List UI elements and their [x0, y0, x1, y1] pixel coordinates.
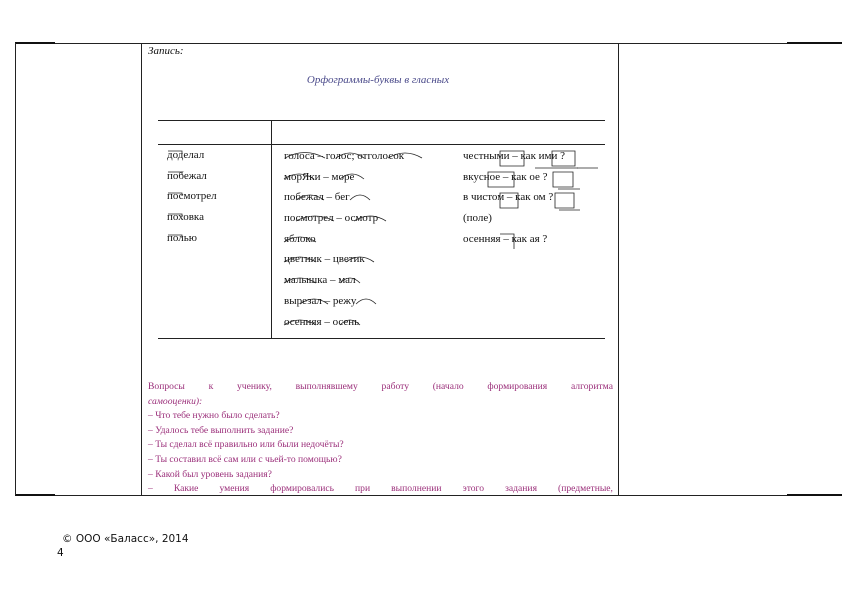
table-left-border [15, 43, 16, 495]
intro-word: ученику, [236, 381, 272, 392]
questions-intro-line [148, 380, 613, 395]
question-item: – Какой был уровень задания? [148, 468, 272, 480]
question-word: задания [505, 483, 537, 495]
ending-check: осенняя – как ая ? [463, 232, 548, 245]
word-pair: цветник – цветик [284, 253, 365, 266]
question-word: – [148, 483, 153, 495]
intro-word: (начало [432, 381, 464, 392]
intro-word: Вопросы [148, 381, 185, 392]
word-pair: посмотрел – осмотр [284, 212, 379, 225]
word-pair: морЯки – море [284, 170, 355, 183]
word-item: полью [167, 231, 197, 244]
ending-check: (поле) [463, 212, 492, 225]
inner-table-col-divider [271, 120, 272, 338]
ending-check: честными – как ими ? [463, 150, 566, 162]
question-word: формировались [270, 483, 334, 495]
table-bottom-border-left-bold [15, 494, 55, 496]
inner-table-top-border [158, 120, 605, 121]
word-pair: вырезал – режу [284, 294, 357, 307]
question-word: умения [219, 483, 250, 495]
word-item: поховка [167, 211, 204, 224]
words-column-2 [284, 146, 404, 332]
clip-cover [142, 496, 618, 510]
word-pair: яблоко [284, 232, 316, 245]
inner-table-header-border [158, 144, 605, 145]
word-pair: малышка – мал [284, 274, 356, 287]
intro-word: работу [381, 381, 409, 392]
word-item: посмотрел [167, 190, 217, 203]
intro-word: выполнявшему [295, 381, 358, 392]
question-word: Какие [173, 483, 199, 495]
question-item: – Ты составил всё сам или с чьей-то помощью? [148, 453, 342, 465]
table-title: Орфограммы-буквы в гласных [306, 74, 450, 86]
word-pair: голоса – голос; отголосок [284, 150, 405, 162]
inner-table-bottom-border [158, 338, 605, 339]
table-top-border-left-bold [15, 42, 55, 44]
page-number: 4 [57, 547, 64, 559]
intro-word: к [208, 381, 214, 392]
questions-block [148, 380, 613, 497]
table-top-border [15, 43, 841, 44]
record-label: Запись: [148, 45, 184, 57]
words-column-1 [167, 145, 217, 248]
ending-check: вкусное – как ое ? [463, 170, 548, 183]
question-word: выполнении [391, 483, 442, 495]
word-item: доделал [167, 149, 205, 161]
question-item: – Что тебе нужно было сделать? [148, 410, 280, 422]
words-column-3 [463, 146, 565, 249]
table-col-divider-1 [141, 43, 142, 495]
copyright-text: © ООО «Баласс», 2014 [62, 533, 189, 545]
word-item: побежал [167, 169, 207, 182]
question-item: – Ты сделал всё правильно или были недочёты? [148, 439, 344, 451]
table-bottom-border-right-bold [787, 494, 842, 496]
table-col-divider-2 [618, 43, 619, 495]
question-word: (предметные, [558, 483, 613, 495]
intro-word: алгоритма [570, 381, 613, 392]
table-top-border-right-bold [787, 42, 842, 44]
question-item: – Удалось тебе выполнить задание? [148, 424, 294, 436]
question-last-line [148, 482, 613, 497]
intro-word: формирования [487, 381, 548, 392]
word-pair: побежал – бег [284, 191, 350, 204]
word-pair: осенняя – осень [284, 315, 360, 328]
question-word: этого [462, 483, 485, 495]
ending-check: в чистом – как ом ? [463, 191, 554, 204]
questions-intro-end: самооценки): [148, 395, 203, 407]
question-word: при [355, 483, 371, 495]
